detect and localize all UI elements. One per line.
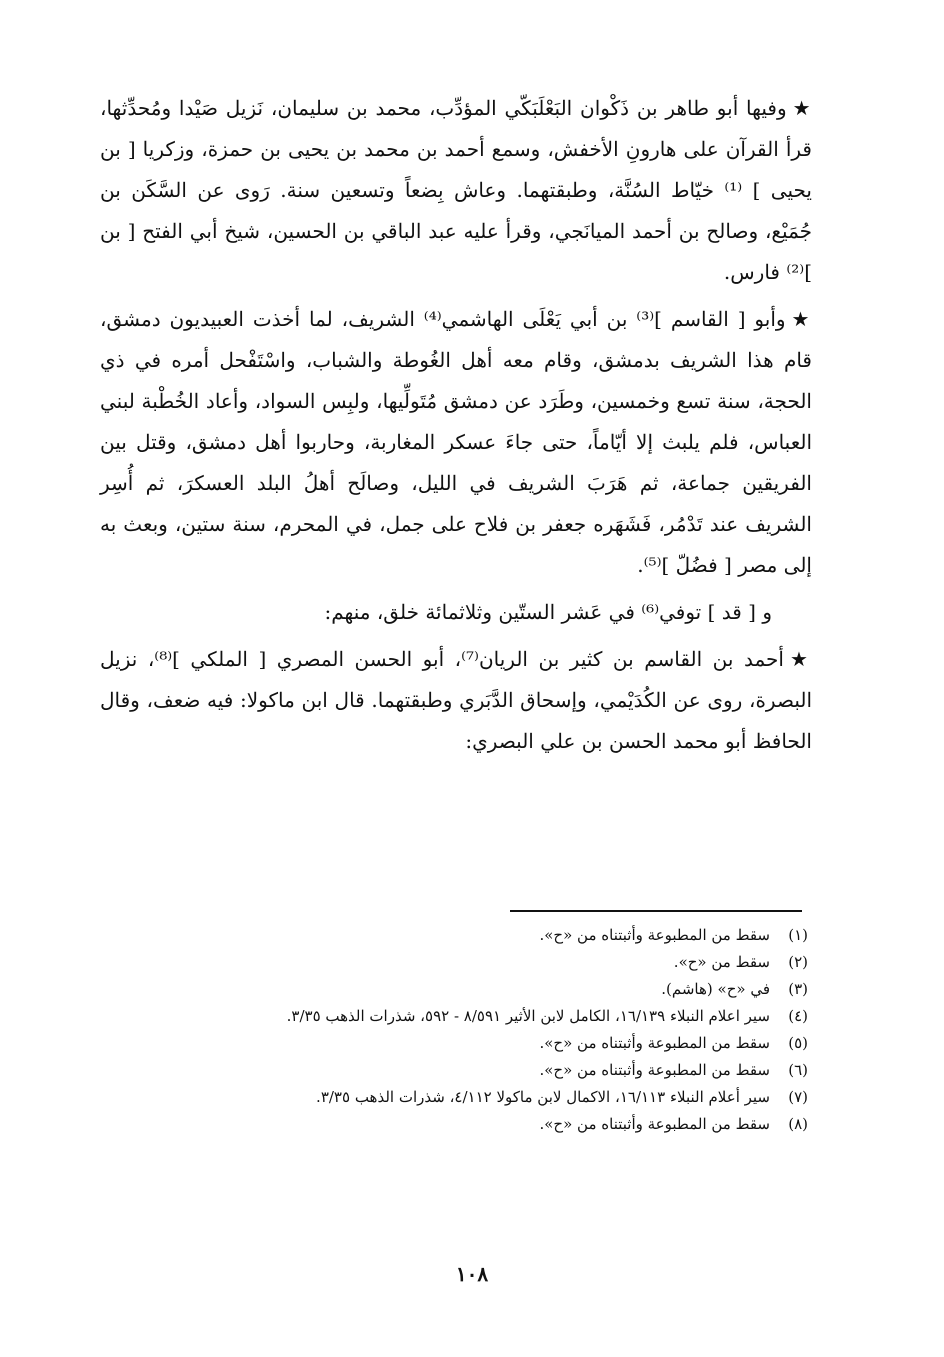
- star-bullet: ★: [792, 96, 812, 120]
- footnote-number: (٨): [788, 1115, 808, 1133]
- footnote-number: (٢): [788, 953, 808, 971]
- paragraph-deaths-intro: [100, 592, 812, 633]
- footnote-item: [104, 1057, 808, 1084]
- paragraph-abu-al-qasim: [100, 299, 812, 586]
- footnote-number: (١): [788, 926, 808, 944]
- paragraph-text: و [ قد ] توفي⁽⁶⁾ في عَشر الستّين وثلاثمائة خلق، منهم:: [324, 600, 772, 624]
- footnote-text: سقط من المطبوعة وأثبتناه من «ح».: [539, 1061, 770, 1079]
- paragraph-text: وأبو [ القاسم ]⁽³⁾ بن أبي يَعْلَى الهاشمي⁽⁴⁾ الشريف، لما أخذت العبيديون دمشق، قام هذا الشريف بدمشق، وقام معه أهل الغُوطة والشباب، واسْتَفْحل أمره في ذي الحجة، سنة تسع وخمسين، وطَرَد عن دمشق مُتَولِّيها، ولبِس السواد، وأعاد الخُطْبة لبني العباس، فلم يلبث إلا أيّاماً، حتى جاءَ عسكر المغاربة، وحاربوا أهل دمشق، وقتل بين الفريقين جماعة، ثم هَرَبَ الشريف في الليل، وصالَح أهلُ البلد العسكرَ، ثم أُسِر الشريف عند تَدْمُر، فَشَهَره جعفر بن فلاح على جمل، في المحرم، سنة ستين، وبعث به إلى مصر [ فضُلّ ]⁽⁵⁾.: [100, 307, 812, 577]
- page-number: ١٠٨: [455, 1262, 489, 1286]
- footnote-text: في «ح» (هاشم).: [661, 980, 770, 998]
- footnote-text: سقط من المطبوعة وأثبتناه من «ح».: [539, 1115, 770, 1133]
- paragraph-ahmad-ibn-al-qasim: [100, 639, 812, 762]
- footnote-item: [104, 1111, 808, 1138]
- footnote-text: سقط من المطبوعة وأثبتناه من «ح».: [539, 1034, 770, 1052]
- footnote-text: سقط من المطبوعة وأثبتناه من «ح».: [539, 926, 770, 944]
- footnote-item: [104, 1084, 808, 1111]
- paragraph-text: وفيها أبو طاهر بن ذَكْوان البَعْلَبَكّي المؤدِّب، محمد بن سليمان، نَزيل صَيْدا ومُحدِّثها، قرأ القرآن على هارونِ الأخفش، وسمع أحمد بن محمد بن يحيى بن حمزة، وزكريا [ بن يحيى ] ⁽¹⁾ خيّاط السُنَّة، وطبقتهما. وعاش بِضعاً وتسعين سنة. رَوى عن السَّكَن بن جُمَيْع، وصالح بن أحمد الميانَجي، وقرأ عليه عبد الباقي بن الحسين، شيخ أبي الفتح [ بن ]⁽²⁾ فارس.: [100, 96, 812, 284]
- footnote-item: [104, 922, 808, 949]
- star-bullet: ★: [789, 647, 813, 671]
- footnote-number: (٤): [788, 1007, 808, 1025]
- footnote-text: سير أعلام النبلاء ١٦/١١٣، الاكمال لابن ماكولا ٤/١١٢، شذرات الذهب ٣/٣٥.: [316, 1088, 770, 1106]
- footnote-number: (٣): [788, 980, 808, 998]
- footnote-number: (٧): [788, 1088, 808, 1106]
- footnote-number: (٥): [788, 1034, 808, 1052]
- paragraph-abu-tahir: [100, 88, 812, 293]
- footnotes: [104, 922, 808, 1138]
- footnote-text: سقط من «ح».: [673, 953, 770, 971]
- footnote-item: [104, 1003, 808, 1030]
- main-text: [100, 88, 812, 762]
- footnote-item: [104, 949, 808, 976]
- star-bullet: ★: [791, 307, 813, 331]
- paragraph-text: أحمد بن القاسم بن كثير بن الريان⁽⁷⁾، أبو الحسن المصري [ الملكي ]⁽⁸⁾، نزيل البصرة، روى عن الكُدَيْمي، وإسحاق الدَّبَري وطبقتهما. قال ابن ماكولا: فيه ضعف، وقال الحافظ أبو محمد الحسن بن علي البصري:: [100, 647, 812, 753]
- footnote-divider: [510, 910, 802, 912]
- footnote-item: [104, 1030, 808, 1057]
- footnote-item: [104, 976, 808, 1003]
- footnote-text: سير اعلام النبلاء ١٦/١٣٩، الكامل لابن الأثير ٨/٥٩١ - ٥٩٢، شذرات الذهب ٣/٣٥.: [286, 1007, 770, 1025]
- footnote-number: (٦): [788, 1061, 808, 1079]
